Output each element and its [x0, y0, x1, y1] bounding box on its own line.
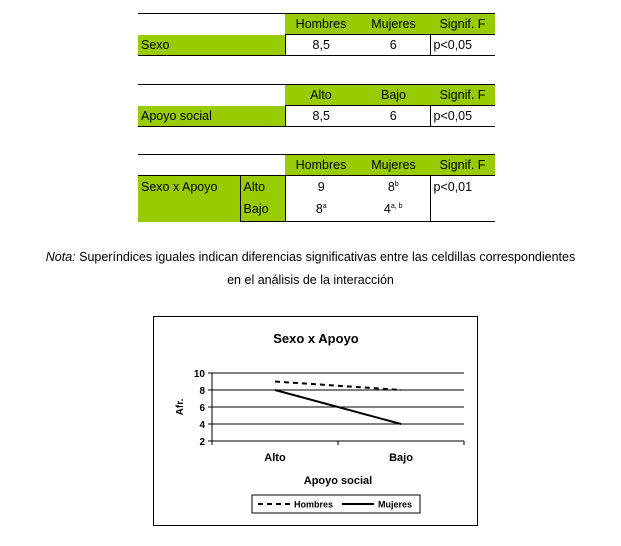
legend-label: Hombres: [294, 499, 334, 510]
y-tick-label: 6: [199, 403, 205, 414]
row-label: Sexo x Apoyo: [138, 176, 240, 222]
col-header: Hombres: [285, 155, 357, 176]
x-axis-label: Apoyo social: [303, 475, 373, 487]
col-header: Signif. F: [430, 155, 495, 176]
col-header: Signif. F: [430, 85, 495, 106]
y-axis-label: Afr.: [175, 398, 186, 416]
y-tick-label: 8: [199, 386, 205, 397]
note-label: Nota:: [45, 250, 76, 264]
chart-canvas: [154, 317, 479, 527]
cell: 8$^b$: [387, 179, 399, 194]
cell: [430, 198, 495, 222]
x-tick-label: Alto: [264, 452, 286, 464]
cell: p<0,05: [430, 106, 495, 127]
row-label: Apoyo social: [138, 106, 285, 127]
cell: 4$^{a, b}$: [357, 198, 430, 222]
chart-title: Sexo x Apoyo: [273, 331, 359, 346]
table-corner: [138, 14, 285, 35]
cell: p<0,01: [430, 176, 495, 198]
table-interaccion: [138, 154, 495, 222]
x-tick-label: Bajo: [389, 452, 413, 464]
cell: 8,5: [285, 106, 357, 127]
note-line-2: en el análisis de la interacción: [227, 273, 394, 287]
cell: 9: [285, 176, 357, 198]
y-tick-label: 10: [193, 369, 205, 380]
col-header: Hombres: [285, 14, 357, 35]
cell: p<0,05: [430, 35, 495, 56]
series-line-hombres: [275, 382, 401, 391]
cell: 8$^a$: [285, 198, 357, 222]
table-corner: [138, 155, 285, 176]
level-label: Alto: [240, 176, 285, 198]
table-apoyo: [138, 84, 495, 127]
col-header: Signif. F: [430, 14, 495, 35]
y-tick-label: 2: [199, 437, 205, 448]
y-tick-label: 4: [199, 420, 205, 431]
table-corner: [138, 85, 285, 106]
level-label: Bajo: [240, 198, 285, 222]
line-chart: [153, 316, 478, 526]
cell: 6: [357, 35, 430, 56]
note-line-1: Nota: Superíndices iguales indican diferencias significativas entre las celdillas correspondientes: [45, 250, 576, 264]
row-label: Sexo: [138, 35, 285, 56]
cell: 6: [357, 106, 430, 127]
col-header: Bajo: [357, 85, 430, 106]
col-header: Mujeres: [357, 155, 430, 176]
col-header: Alto: [285, 85, 357, 106]
table-sexo: [138, 13, 495, 56]
legend-label: Mujeres: [378, 499, 413, 510]
cell: 8,5: [285, 35, 357, 56]
col-header: Mujeres: [357, 14, 430, 35]
